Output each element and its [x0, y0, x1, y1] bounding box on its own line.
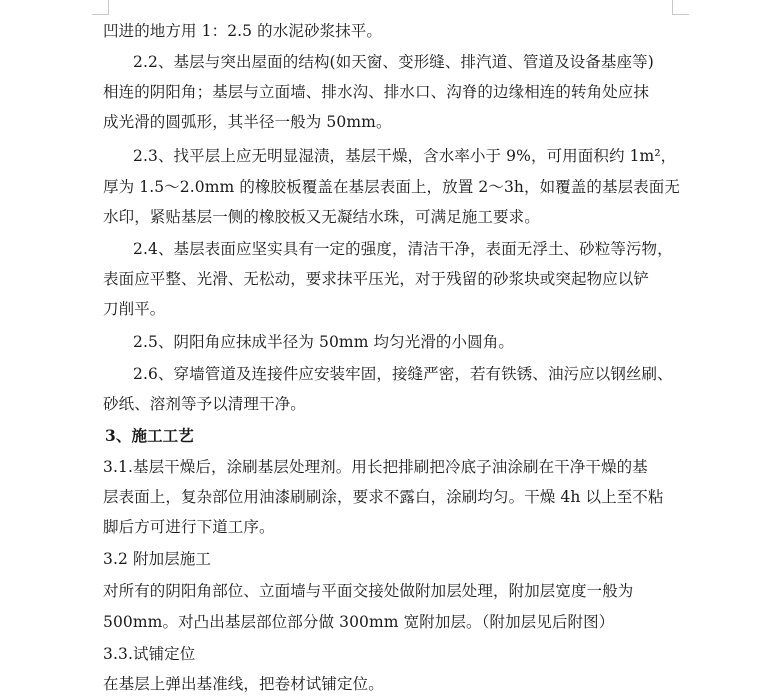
paragraph-line: 2.2、基层与突出屋面的结构(如天窗、变形缝、排汽道、管道及设备基座等)	[133, 53, 654, 71]
paragraph-line: 脚后方可进行下道工序。	[103, 518, 275, 536]
paragraph-line: 2.4、基层表面应坚实具有一定的强度，清洁干净，表面无浮土、砂粒等污物，	[133, 240, 673, 258]
section-heading: 3、施工工艺	[105, 426, 194, 445]
paragraph-line: 相连的阴阳角；基层与立面墙、排水沟、排水口、沟脊的边缘相连的转角处应抹	[103, 83, 650, 101]
paragraph-line: 2.6、穿墙管道及连接件应安装牢固，接缝严密，若有铁锈、油污应以钢丝刷、	[133, 365, 673, 383]
paragraph-line: 成光滑的圆弧形，其半径一般为 50mm。	[103, 113, 392, 131]
paragraph-line: 凹进的地方用 1：2.5 的水泥砂浆抹平。	[103, 22, 382, 40]
paragraph-line: 500mm。对凸出基层部位部分做 300mm 宽附加层。（附加层见后附图）	[103, 613, 615, 631]
paragraph-line: 对所有的阴阳角部位、立面墙与平面交接处做附加层处理，附加层宽度一般为	[103, 582, 634, 600]
subsection-heading: 3.3.试铺定位	[103, 645, 196, 663]
page-corner-mark-right	[672, 0, 689, 15]
page-corner-mark-left	[92, 0, 109, 15]
paragraph-line: 层表面上，复杂部位用油漆刷刷涂，要求不露白，涂刷均匀。干燥 4h 以上至不粘	[103, 488, 664, 506]
subsection-heading: 3.2 附加层施工	[103, 550, 211, 568]
paragraph-line: 2.3、找平层上应无明显湿渍，基层干燥，含水率小于 9%，可用面积约 1m²，	[133, 147, 677, 165]
paragraph-line: 砂纸、溶剂等予以清理干净。	[103, 395, 306, 413]
paragraph-line: 刀削平。	[103, 300, 166, 318]
paragraph-line: 水印，紧贴基层一侧的橡胶板又无凝结水珠，可满足施工要求。	[103, 208, 540, 226]
paragraph-line: 厚为 1.5～2.0mm 的橡胶板覆盖在基层表面上，放置 2～3h，如覆盖的基层表面无	[103, 178, 680, 196]
paragraph-line: 表面应平整、光滑、无松动，要求抹平压光，对于残留的砂浆块或突起物应以铲	[103, 270, 650, 288]
paragraph-line: 2.5、阴阳角应抹成半径为 50mm 均匀光滑的小圆角。	[133, 333, 514, 351]
paragraph-line: 在基层上弹出基准线，把卷材试铺定位。	[103, 675, 384, 693]
paragraph-line: 3.1.基层干燥后，涂刷基层处理剂。用长把排刷把冷底子油涂刷在干净干燥的基	[103, 458, 648, 476]
